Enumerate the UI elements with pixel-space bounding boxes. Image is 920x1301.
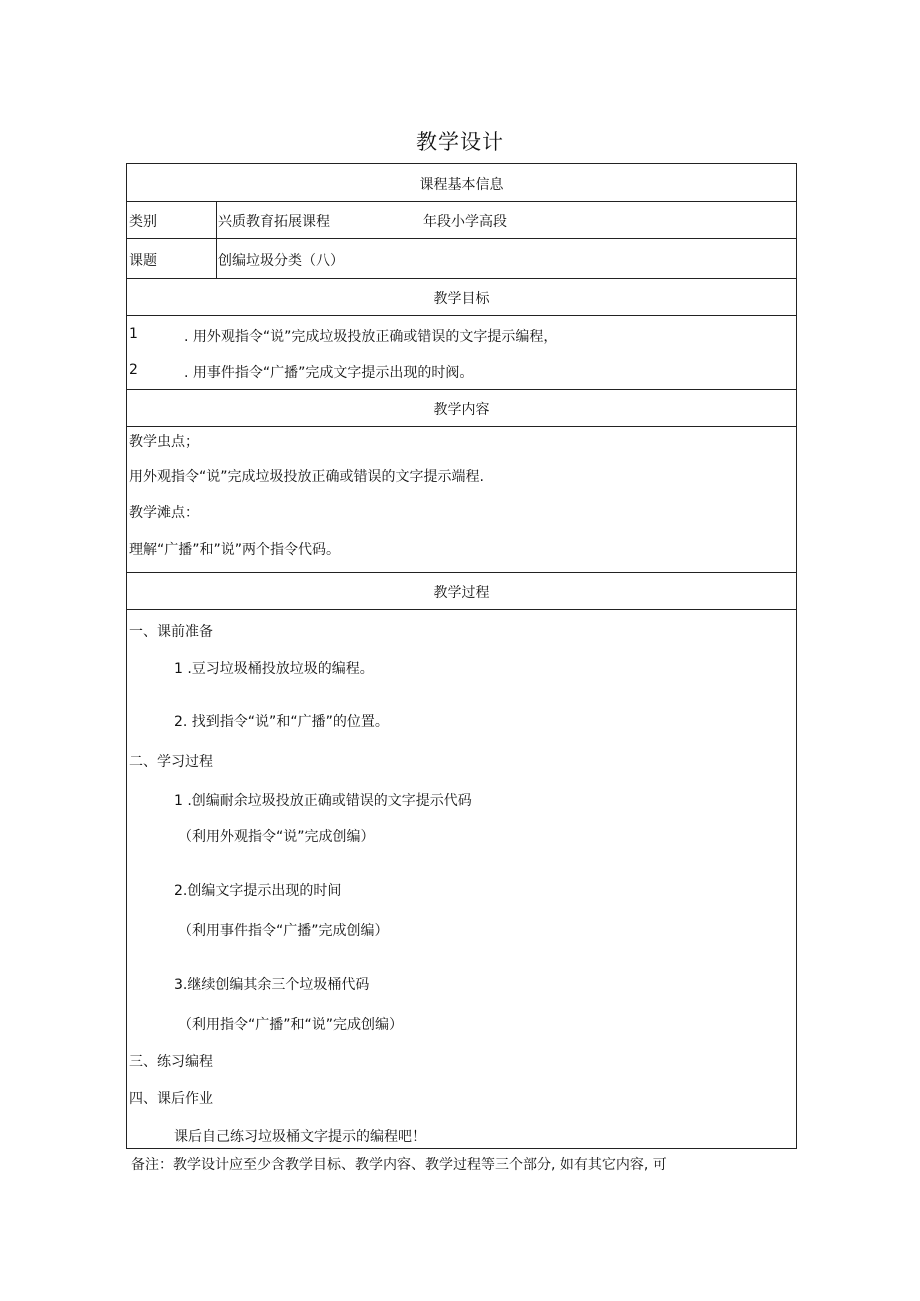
category-value: 兴质教育拓展课程 [218, 214, 330, 230]
difficult-point-text: 理解“广播”和”说”两个指令代码。 [129, 542, 341, 558]
category-label: 类别 [129, 214, 157, 230]
process-section-2-item-3-note: （利用指令“广播”和“说”完成创编） [178, 1017, 404, 1033]
process-section-2: 二、学习过程 [129, 754, 213, 770]
objectives-header-row [127, 279, 796, 316]
footnote: 备注：教学设计应至少含教学目标、教学内容、教学过程等三个部分, 如有其它内容, 可 [131, 1157, 667, 1173]
process-header-row [127, 573, 796, 610]
content-header-row [127, 390, 796, 427]
process-section-1-item-2: 2. 找到指令“说”和“广播”的位置。 [174, 714, 389, 730]
basic-info-header: 课程基本信息 [419, 177, 504, 193]
grade-text: 年段小学高段 [423, 214, 507, 230]
process-section-4-text: 课后自己练习垃圾桶文字提示的编程吧！ [174, 1129, 426, 1145]
objective-2-num: 2 [129, 362, 138, 378]
process-section-3: 三、练习编程 [129, 1054, 213, 1070]
objective-1-text: . 用外观指令“说”完成垃圾投放正确或错误的文字提示编程， [184, 329, 558, 345]
topic-value: 创编垃圾分类（八） [218, 253, 344, 269]
objectives-header: 教学目标 [433, 291, 490, 307]
page-title: 教学设计 [416, 130, 504, 154]
process-header: 教学过程 [433, 585, 490, 601]
objective-2-text: . 用事件指令“广播”完成文字提示出现的时阀。 [184, 365, 474, 381]
key-point-text: 用外观指令“说”完成垃圾投放正确或错误的文字提示端程. [129, 469, 484, 485]
process-section-2-item-1-note: （利用外观指令“说”完成创编） [178, 829, 375, 845]
process-section-2-item-2-note: （利用事件指令“广播”完成创编） [178, 923, 389, 939]
process-section-2-item-3: 3.继续创编其余三个垃圾桶代码 [174, 977, 370, 993]
process-section-2-item-1: 1 .创编耐余垃圾投放正确或错误的文字提示代码 [174, 793, 472, 809]
difficult-point-label: 教学滩点： [129, 505, 199, 521]
content-header: 教学内容 [433, 402, 490, 418]
basic-info-header-row [127, 164, 796, 202]
process-section-4: 四、课后作业 [129, 1091, 213, 1107]
process-body [127, 610, 796, 1148]
topic-label: 课题 [129, 253, 157, 269]
process-section-1: 一、课前准备 [129, 624, 213, 640]
topic-row [127, 239, 796, 279]
content-body [127, 427, 796, 573]
category-row [127, 202, 796, 239]
key-point-label: 教学虫点； [129, 434, 199, 450]
objectives-body [127, 316, 796, 390]
process-section-1-item-1: 1 .豆习垃圾桶投放垃圾的编程。 [174, 661, 374, 677]
lesson-plan-table [126, 163, 797, 1149]
process-section-2-item-2: 2.创编文字提示出现的时间 [174, 883, 342, 899]
objective-1-num: 1 [129, 326, 138, 342]
